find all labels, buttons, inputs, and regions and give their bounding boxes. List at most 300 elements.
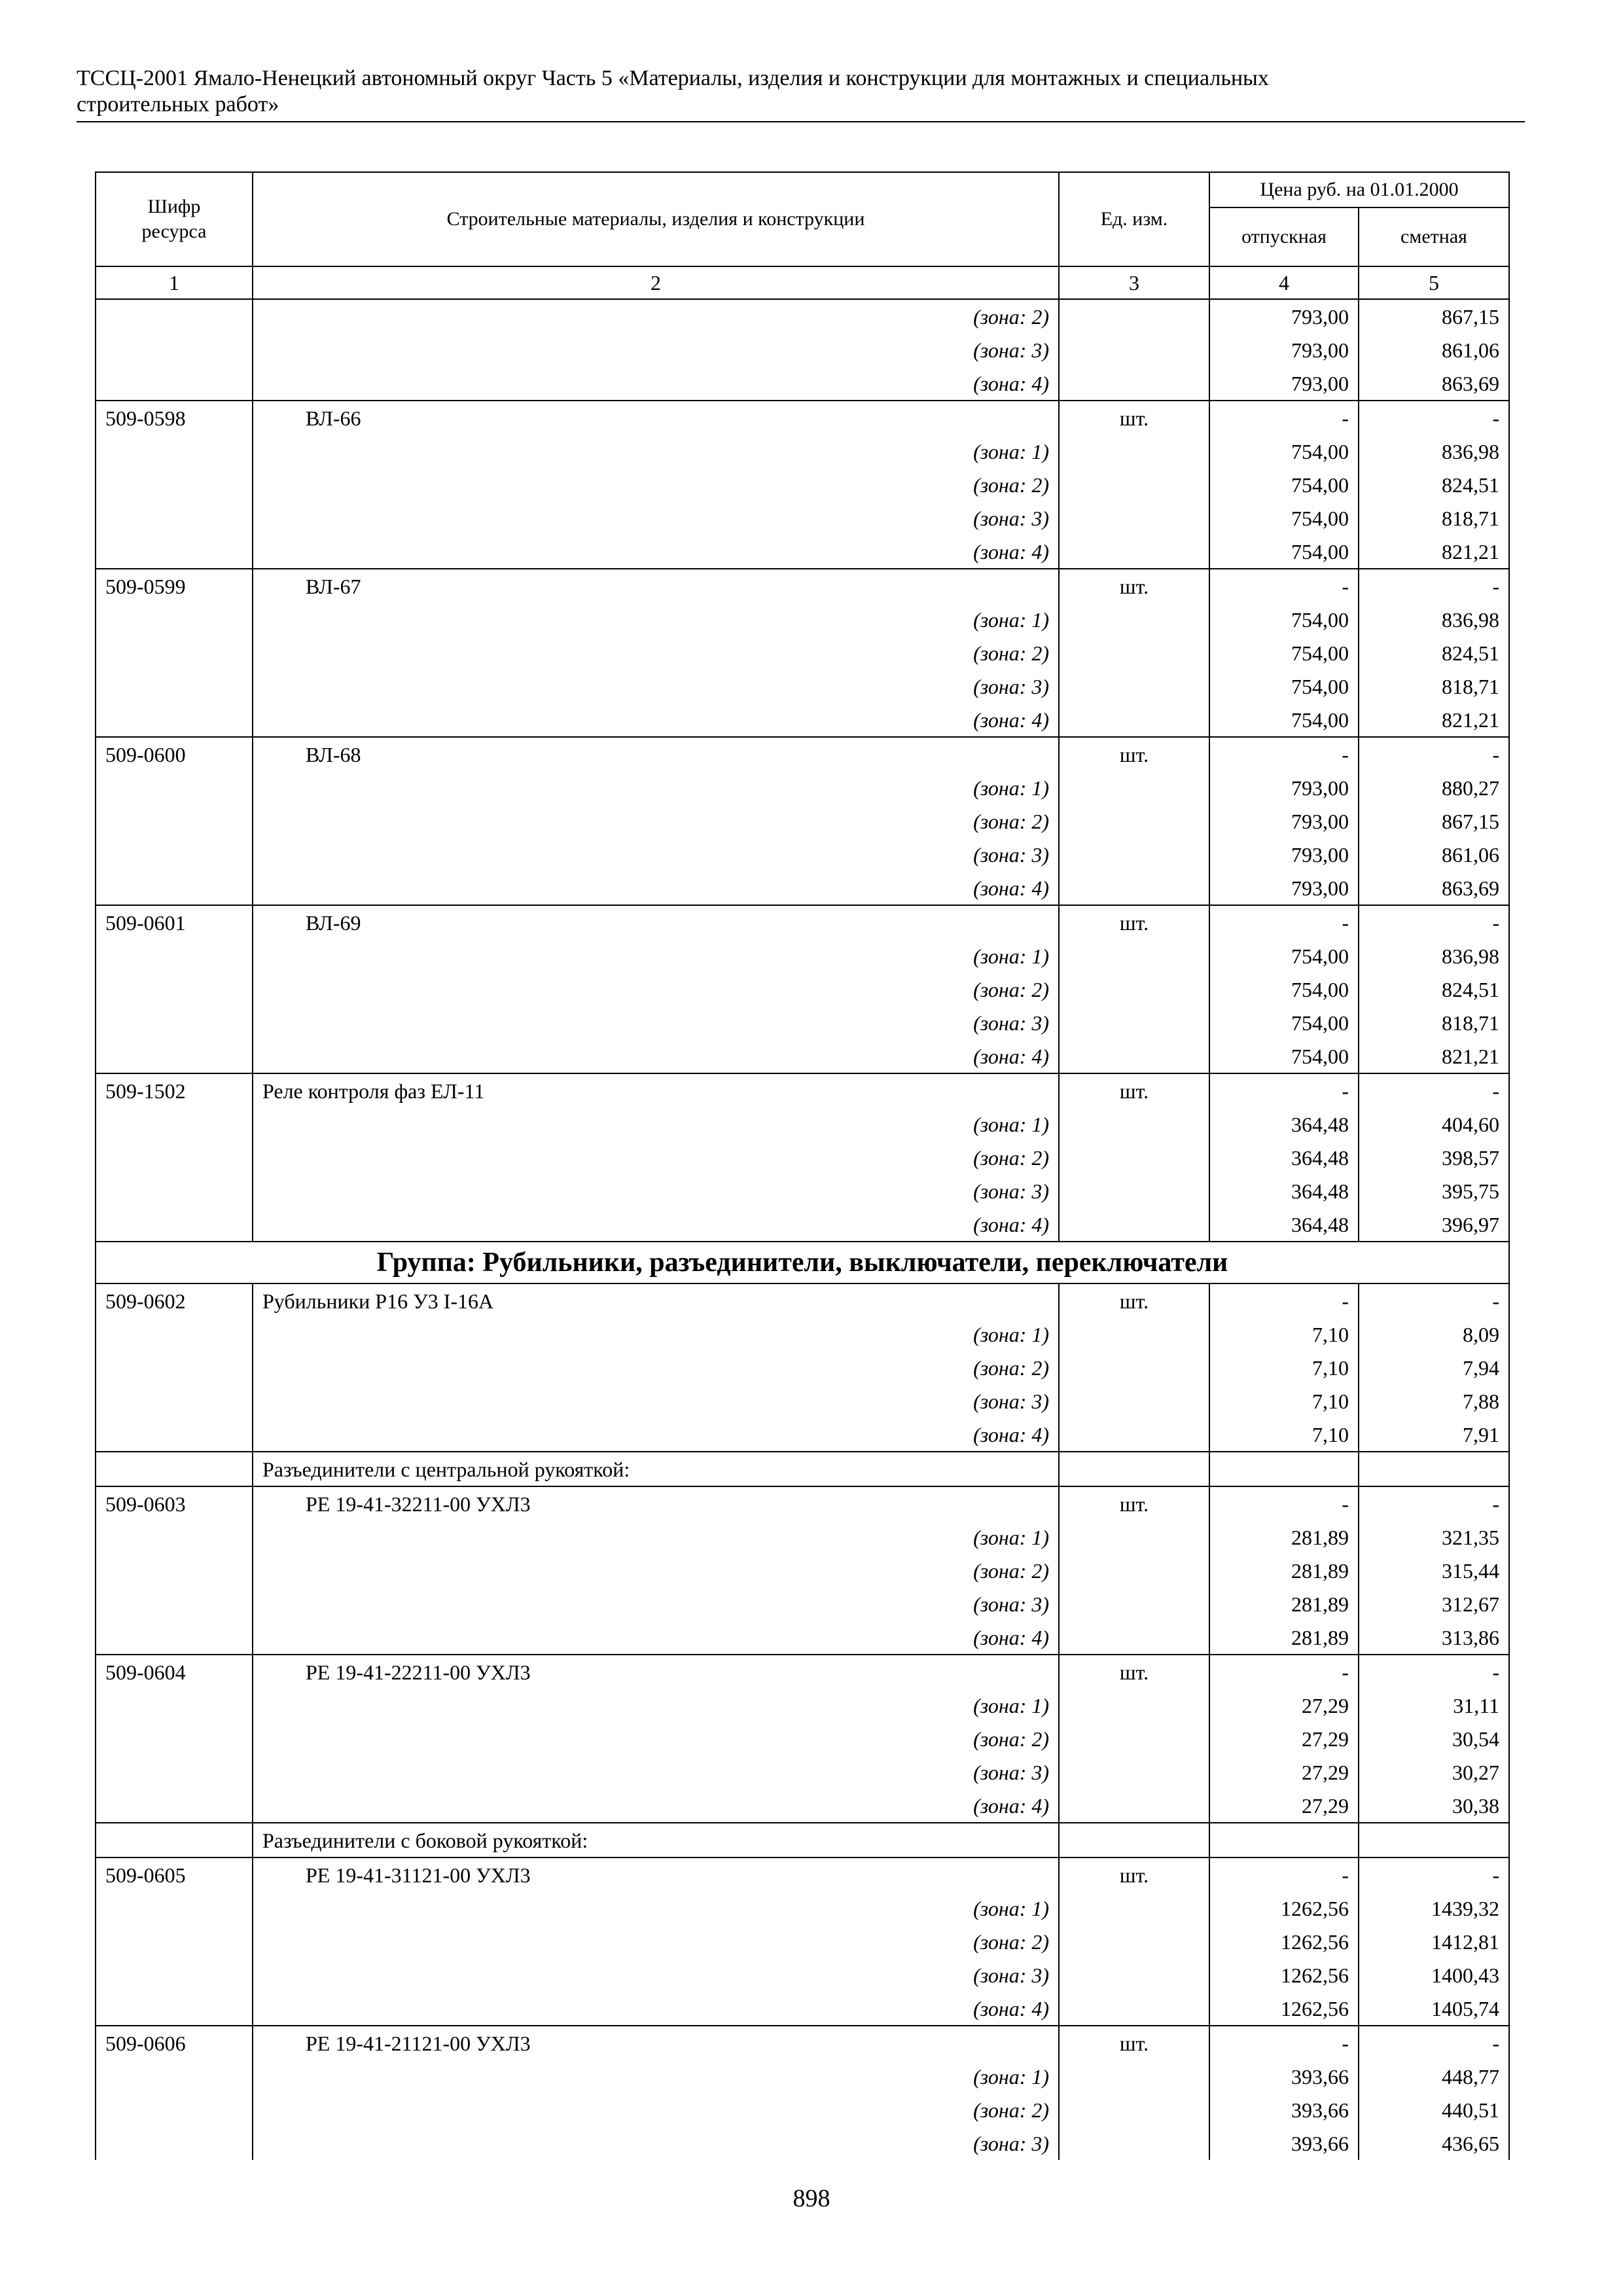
estimate-price-cell: - [1359,1073,1509,1107]
estimate-price-cell: 867,15 [1359,804,1509,838]
zone-label: (зона: 2) [253,973,1059,1006]
estimate-price-cell: - [1359,401,1509,435]
estimate-price-cell: 821,21 [1359,703,1509,737]
unit-cell [1059,1587,1209,1621]
zone-row [96,1925,1509,1958]
code-cell [96,636,253,670]
resource-code: 509-0599 [96,569,253,603]
unit-cell [1059,939,1209,973]
estimate-price-cell: 818,71 [1359,1006,1509,1039]
release-price-cell: 364,48 [1209,1174,1359,1208]
estimate-price-cell: 867,15 [1359,299,1509,333]
estimate-price-cell: 880,27 [1359,771,1509,804]
zone-label: (зона: 2) [253,299,1059,333]
resource-code: 509-0605 [96,1857,253,1892]
zone-row [96,1587,1509,1621]
unit-cell [1059,2060,1209,2093]
release-price-cell: 754,00 [1209,1039,1359,1073]
item-row [96,569,1509,603]
estimate-price-cell: 398,57 [1359,1141,1509,1174]
zone-label: (зона: 2) [253,1722,1059,1755]
zone-row [96,501,1509,535]
estimate-price-cell: 395,75 [1359,1174,1509,1208]
item-name: ВЛ-67 [253,569,1059,603]
release-price-cell: - [1209,1283,1359,1318]
unit-cell [1059,1107,1209,1141]
unit-cell [1059,804,1209,838]
code-cell [96,1006,253,1039]
zone-row [96,1554,1509,1587]
release-price-cell: 793,00 [1209,838,1359,871]
release-price-cell: 364,48 [1209,1107,1359,1141]
page-number: 898 [793,2185,830,2212]
col-number-1: 1 [96,266,253,299]
zone-row [96,333,1509,367]
code-cell [96,1039,253,1073]
zone-label: (зона: 2) [253,1554,1059,1587]
resource-code: 509-0603 [96,1486,253,1520]
release-price-cell: - [1209,905,1359,939]
estimate-price-cell: 861,06 [1359,838,1509,871]
zone-row [96,1318,1509,1351]
unit-cell [1059,501,1209,535]
code-cell [96,1587,253,1621]
unit-cell: шт. [1059,569,1209,603]
zone-label: (зона: 1) [253,1892,1059,1925]
unit-cell [1059,1958,1209,1992]
unit-cell [1059,1141,1209,1174]
unit-cell [1059,1452,1209,1486]
subheading-label: Разъединители с боковой рукояткой: [253,1823,1059,1857]
estimate-price-cell: 312,67 [1359,1587,1509,1621]
estimate-price-cell: 7,88 [1359,1384,1509,1418]
release-price-cell: - [1209,569,1359,603]
zone-row [96,2093,1509,2126]
code-cell [96,1823,253,1857]
zone-label: (зона: 1) [253,435,1059,468]
zone-row [96,1722,1509,1755]
code-cell [96,1418,253,1452]
zone-label: (зона: 3) [253,333,1059,367]
code-cell [96,1174,253,1208]
estimate-price-cell: 30,27 [1359,1755,1509,1789]
release-price-cell [1209,1452,1359,1486]
zone-row [96,771,1509,804]
estimate-price-cell: 1439,32 [1359,1892,1509,1925]
code-cell [96,1318,253,1351]
unit-cell: шт. [1059,1283,1209,1318]
code-cell [96,603,253,636]
item-row [96,1283,1509,1318]
item-row [96,1073,1509,1107]
unit-cell [1059,603,1209,636]
zone-label: (зона: 2) [253,636,1059,670]
code-cell [96,535,253,569]
zone-label: (зона: 4) [253,1208,1059,1242]
unit-cell [1059,367,1209,401]
code-cell [96,1992,253,2026]
unit-cell [1059,871,1209,905]
code-cell [96,501,253,535]
unit-cell [1059,1384,1209,1418]
estimate-price-cell: - [1359,1857,1509,1892]
unit-cell [1059,703,1209,737]
zone-label: (зона: 3) [253,1587,1059,1621]
code-cell [96,299,253,333]
zone-row [96,299,1509,333]
zone-label: (зона: 1) [253,939,1059,973]
estimate-price-cell [1359,1823,1509,1857]
estimate-price-cell: 396,97 [1359,1208,1509,1242]
item-name: РЕ 19-41-32211-00 УХЛ3 [253,1486,1059,1520]
unit-cell [1059,435,1209,468]
unit-cell [1059,1992,1209,2026]
estimate-price-cell: 824,51 [1359,636,1509,670]
unit-cell [1059,1722,1209,1755]
zone-row [96,838,1509,871]
zone-row [96,2060,1509,2093]
zone-row [96,1621,1509,1655]
code-cell [96,939,253,973]
unit-cell [1059,333,1209,367]
zone-row [96,703,1509,737]
estimate-price-cell: 321,35 [1359,1520,1509,1554]
release-price-cell: 754,00 [1209,636,1359,670]
subheading-row [96,1452,1509,1486]
zone-label: (зона: 4) [253,367,1059,401]
zone-label: (зона: 3) [253,1755,1059,1789]
code-cell [96,1892,253,1925]
estimate-price-cell: 824,51 [1359,973,1509,1006]
estimate-price-cell: 8,09 [1359,1318,1509,1351]
release-price-cell: 754,00 [1209,670,1359,703]
estimate-price-cell: - [1359,905,1509,939]
zone-row [96,1958,1509,1992]
zone-label: (зона: 2) [253,1351,1059,1384]
release-price-cell: 281,89 [1209,1587,1359,1621]
unit-cell [1059,2093,1209,2126]
zone-label: (зона: 3) [253,1174,1059,1208]
zone-row [96,1892,1509,1925]
item-name: ВЛ-66 [253,401,1059,435]
item-row [96,1655,1509,1689]
unit-cell [1059,1755,1209,1789]
code-cell [96,1208,253,1242]
unit-cell: шт. [1059,1857,1209,1892]
zone-label: (зона: 3) [253,838,1059,871]
zone-row [96,636,1509,670]
zone-row [96,1351,1509,1384]
zone-label: (зона: 2) [253,1925,1059,1958]
estimate-price-cell: 440,51 [1359,2093,1509,2126]
group-heading: Группа: Рубильники, разъединители, выключатели, переключатели [96,1242,1509,1283]
code-cell [96,1755,253,1789]
code-cell [96,804,253,838]
resource-code: 509-0600 [96,737,253,771]
col-header-name: Строительные материалы, изделия и конструкции [253,172,1059,266]
code-cell [96,435,253,468]
zone-row [96,435,1509,468]
document-header [77,65,1525,118]
release-price-cell: 7,10 [1209,1384,1359,1418]
release-price-cell: 1262,56 [1209,1892,1359,1925]
release-price-cell: - [1209,401,1359,435]
resource-code: 509-0601 [96,905,253,939]
zone-label: (зона: 3) [253,1958,1059,1992]
estimate-price-cell: 30,54 [1359,1722,1509,1755]
subheading-label: Разъединители с центральной рукояткой: [253,1452,1059,1486]
release-price-cell [1209,1823,1359,1857]
zone-row [96,1520,1509,1554]
release-price-cell: 793,00 [1209,871,1359,905]
zone-label: (зона: 1) [253,603,1059,636]
group-heading-row [96,1242,1509,1283]
unit-cell: шт. [1059,905,1209,939]
estimate-price-cell: 818,71 [1359,670,1509,703]
zone-row [96,1174,1509,1208]
estimate-price-cell: 863,69 [1359,367,1509,401]
code-cell [96,2060,253,2093]
zone-row [96,1107,1509,1141]
code-cell [96,1520,253,1554]
code-cell [96,1384,253,1418]
code-cell [96,1351,253,1384]
code-cell [96,871,253,905]
release-price-cell: 7,10 [1209,1418,1359,1452]
zone-row [96,1689,1509,1722]
unit-cell [1059,468,1209,501]
estimate-price-cell: 836,98 [1359,435,1509,468]
price-table [95,171,1510,2160]
release-price-cell: 393,66 [1209,2060,1359,2093]
item-name: РЕ 19-41-21121-00 УХЛ3 [253,2026,1059,2060]
estimate-price-cell: 313,86 [1359,1621,1509,1655]
estimate-price-cell: 824,51 [1359,468,1509,501]
release-price-cell: - [1209,1486,1359,1520]
unit-cell [1059,535,1209,569]
estimate-price-cell: 821,21 [1359,535,1509,569]
estimate-price-cell: 7,91 [1359,1418,1509,1452]
zone-label: (зона: 4) [253,535,1059,569]
zone-label: (зона: 2) [253,468,1059,501]
col-header-estimate: сметная [1359,207,1509,266]
zone-label: (зона: 1) [253,1107,1059,1141]
table-body [96,299,1509,2160]
zone-label: (зона: 2) [253,1141,1059,1174]
code-cell [96,1958,253,1992]
code-cell [96,703,253,737]
zone-label: (зона: 3) [253,670,1059,703]
estimate-price-cell: 821,21 [1359,1039,1509,1073]
release-price-cell: 754,00 [1209,501,1359,535]
zone-label: (зона: 4) [253,871,1059,905]
resource-code: 509-1502 [96,1073,253,1107]
unit-cell [1059,838,1209,871]
estimate-price-cell: 836,98 [1359,939,1509,973]
zone-label: (зона: 3) [253,2126,1059,2160]
release-price-cell: 793,00 [1209,299,1359,333]
header-line-1: ТССЦ-2001 Ямало-Ненецкий автономный округ Часть 5 «Материалы, изделия и конструкции для монтажных и специальных [77,66,1269,90]
estimate-price-cell: - [1359,1655,1509,1689]
release-price-cell: 27,29 [1209,1755,1359,1789]
code-cell [96,1689,253,1722]
zone-label: (зона: 4) [253,1418,1059,1452]
release-price-cell: 754,00 [1209,1006,1359,1039]
release-price-cell: 1262,56 [1209,1992,1359,2026]
estimate-price-cell: - [1359,1486,1509,1520]
zone-label: (зона: 2) [253,804,1059,838]
zone-row [96,1992,1509,2026]
estimate-price-cell: - [1359,569,1509,603]
release-price-cell: 7,10 [1209,1318,1359,1351]
unit-cell [1059,1520,1209,1554]
release-price-cell: 793,00 [1209,367,1359,401]
unit-cell: шт. [1059,737,1209,771]
item-row [96,1486,1509,1520]
zone-row [96,804,1509,838]
unit-cell: шт. [1059,1655,1209,1689]
header-rule [77,121,1525,122]
estimate-price-cell: - [1359,2026,1509,2060]
estimate-price-cell: 436,65 [1359,2126,1509,2160]
zone-label: (зона: 4) [253,1039,1059,1073]
unit-cell [1059,1925,1209,1958]
code-cell [96,1789,253,1823]
release-price-cell: 754,00 [1209,973,1359,1006]
code-cell [96,670,253,703]
release-price-cell: 393,66 [1209,2093,1359,2126]
unit-cell [1059,1351,1209,1384]
estimate-price-cell: 448,77 [1359,2060,1509,2093]
item-row [96,2026,1509,2060]
zone-label: (зона: 1) [253,1520,1059,1554]
item-row [96,737,1509,771]
resource-code: 509-0606 [96,2026,253,2060]
estimate-price-cell: - [1359,737,1509,771]
code-cell [96,2126,253,2160]
zone-row [96,468,1509,501]
col-number-5: 5 [1359,266,1509,299]
zone-row [96,1384,1509,1418]
col-number-2: 2 [253,266,1059,299]
unit-cell [1059,299,1209,333]
subheading-row [96,1823,1509,1857]
release-price-cell: 27,29 [1209,1789,1359,1823]
unit-cell [1059,1174,1209,1208]
estimate-price-cell: 315,44 [1359,1554,1509,1587]
unit-cell [1059,973,1209,1006]
estimate-price-cell: 31,11 [1359,1689,1509,1722]
release-price-cell: 1262,56 [1209,1958,1359,1992]
col-header-price: Цена руб. на 01.01.2000 [1209,172,1509,207]
zone-label: (зона: 2) [253,2093,1059,2126]
item-name: Рубильники Р16 У3 I-16А [253,1283,1059,1318]
unit-cell [1059,670,1209,703]
resource-code: 509-0602 [96,1283,253,1318]
estimate-price-cell: 1412,81 [1359,1925,1509,1958]
release-price-cell: 754,00 [1209,603,1359,636]
item-name: РЕ 19-41-22211-00 УХЛ3 [253,1655,1059,1689]
item-name: Реле контроля фаз ЕЛ-11 [253,1073,1059,1107]
release-price-cell: 27,29 [1209,1722,1359,1755]
estimate-price-cell: 404,60 [1359,1107,1509,1141]
code-cell [96,1452,253,1486]
code-cell [96,1141,253,1174]
release-price-cell: 754,00 [1209,939,1359,973]
release-price-cell: 27,29 [1209,1689,1359,1722]
release-price-cell: - [1209,1857,1359,1892]
unit-cell [1059,1006,1209,1039]
release-price-cell: 281,89 [1209,1520,1359,1554]
zone-row [96,1141,1509,1174]
zone-label: (зона: 4) [253,703,1059,737]
zone-row [96,1755,1509,1789]
code-cell [96,1722,253,1755]
zone-row [96,603,1509,636]
unit-cell [1059,1789,1209,1823]
release-price-cell: - [1209,737,1359,771]
estimate-price-cell: 818,71 [1359,501,1509,535]
zone-label: (зона: 3) [253,1384,1059,1418]
zone-row [96,871,1509,905]
unit-cell [1059,771,1209,804]
zone-row [96,2126,1509,2160]
zone-label: (зона: 3) [253,501,1059,535]
zone-label: (зона: 1) [253,1689,1059,1722]
estimate-price-cell: 863,69 [1359,871,1509,905]
release-price-cell: 281,89 [1209,1621,1359,1655]
zone-label: (зона: 1) [253,771,1059,804]
estimate-price-cell: - [1359,1283,1509,1318]
zone-row [96,1418,1509,1452]
item-name: РЕ 19-41-31121-00 УХЛ3 [253,1857,1059,1892]
release-price-cell: 7,10 [1209,1351,1359,1384]
estimate-price-cell: 30,38 [1359,1789,1509,1823]
unit-cell [1059,636,1209,670]
estimate-price-cell: 861,06 [1359,333,1509,367]
zone-row [96,367,1509,401]
col-header-unit: Ед. изм. [1059,172,1209,266]
code-cell [96,1107,253,1141]
release-price-cell: 281,89 [1209,1554,1359,1587]
unit-cell [1059,1689,1209,1722]
unit-cell [1059,1892,1209,1925]
code-cell [96,1925,253,1958]
item-row [96,401,1509,435]
zone-row [96,973,1509,1006]
estimate-price-cell [1359,1452,1509,1486]
estimate-price-cell: 7,94 [1359,1351,1509,1384]
zone-row [96,939,1509,973]
col-number-4: 4 [1209,266,1359,299]
item-name: ВЛ-69 [253,905,1059,939]
unit-cell: шт. [1059,2026,1209,2060]
release-price-cell: - [1209,1655,1359,1689]
release-price-cell: 364,48 [1209,1141,1359,1174]
unit-cell [1059,1208,1209,1242]
col-header-code: Шифр ресурса [96,172,253,266]
release-price-cell: 793,00 [1209,804,1359,838]
item-row [96,905,1509,939]
zone-row [96,1208,1509,1242]
zone-row [96,670,1509,703]
unit-cell [1059,1418,1209,1452]
code-cell [96,838,253,871]
table-head [96,172,1509,299]
code-cell [96,367,253,401]
release-price-cell: 393,66 [1209,2126,1359,2160]
zone-row [96,1006,1509,1039]
